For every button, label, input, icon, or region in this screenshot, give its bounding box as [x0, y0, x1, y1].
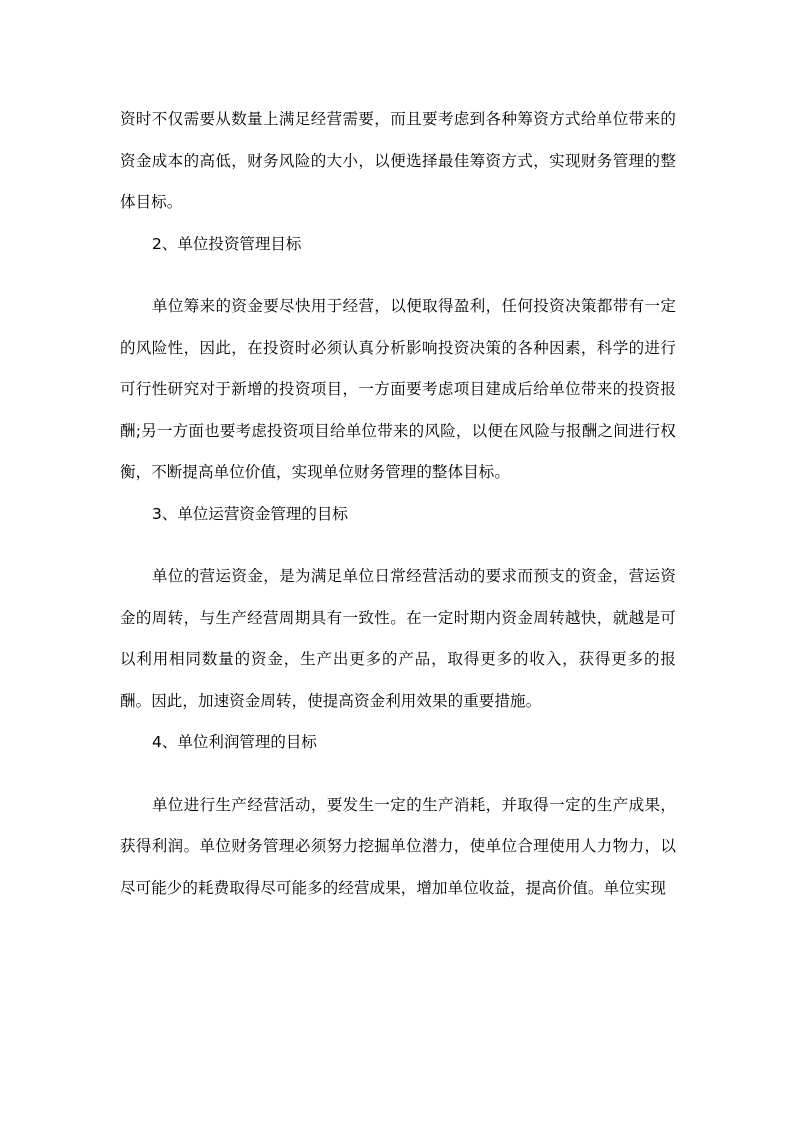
section-heading-investment: 2、单位投资管理目标	[152, 234, 302, 253]
paragraph-working-capital: 单位的营运资金，是为满足单位日常经营活动的要求而预支的资金，营运资金的周转，与生产经营周期具有一致性。在一定时期内资金周转越快，就越是可以利用相同数量的资金，生产出更多的产品，取得更多的收入，获得更多的报酬。因此，加速资金周转，使提高资金利用效果的重要措施。	[120, 567, 676, 710]
document-body	[120, 99, 676, 909]
paragraph-financing-continuation: 资时不仅需要从数量上满足经营需要，而且要考虑到各种筹资方式给单位带来的资金成本的高低，财务风险的大小，以便选择最佳筹资方式，实现财务管理的整体目标。	[120, 110, 676, 211]
section-heading-profit: 4、单位利润管理的目标	[152, 733, 317, 751]
paragraph-investment: 单位筹来的资金要尽快用于经营，以便取得盈利，任何投资决策都带有一定的风险性，因此，在投资时必须认真分析影响投资决策的各种因素，科学的进行可行性研究对于新增的投资项目，一方面要考虑项目建成后给单位带来的投资报酬;另一方面也要考虑投资项目给单位带来的风险，以便在风险与报酬之间进行权衡，不断提高单位价值，实现单位财务管理的整体目标。	[120, 297, 676, 481]
paragraph-profit: 单位进行生产经营活动，要发生一定的生产消耗，并取得一定的生产成果，获得利润。单位财务管理必须努力挖掘单位潜力，使单位合理使用人力物力，以尽可能少的耗费取得尽可能多的经营成果，增加单位收益，提高价值。单位实现	[120, 795, 676, 897]
section-heading-working-capital: 3、单位运营资金管理的目标	[152, 504, 348, 523]
